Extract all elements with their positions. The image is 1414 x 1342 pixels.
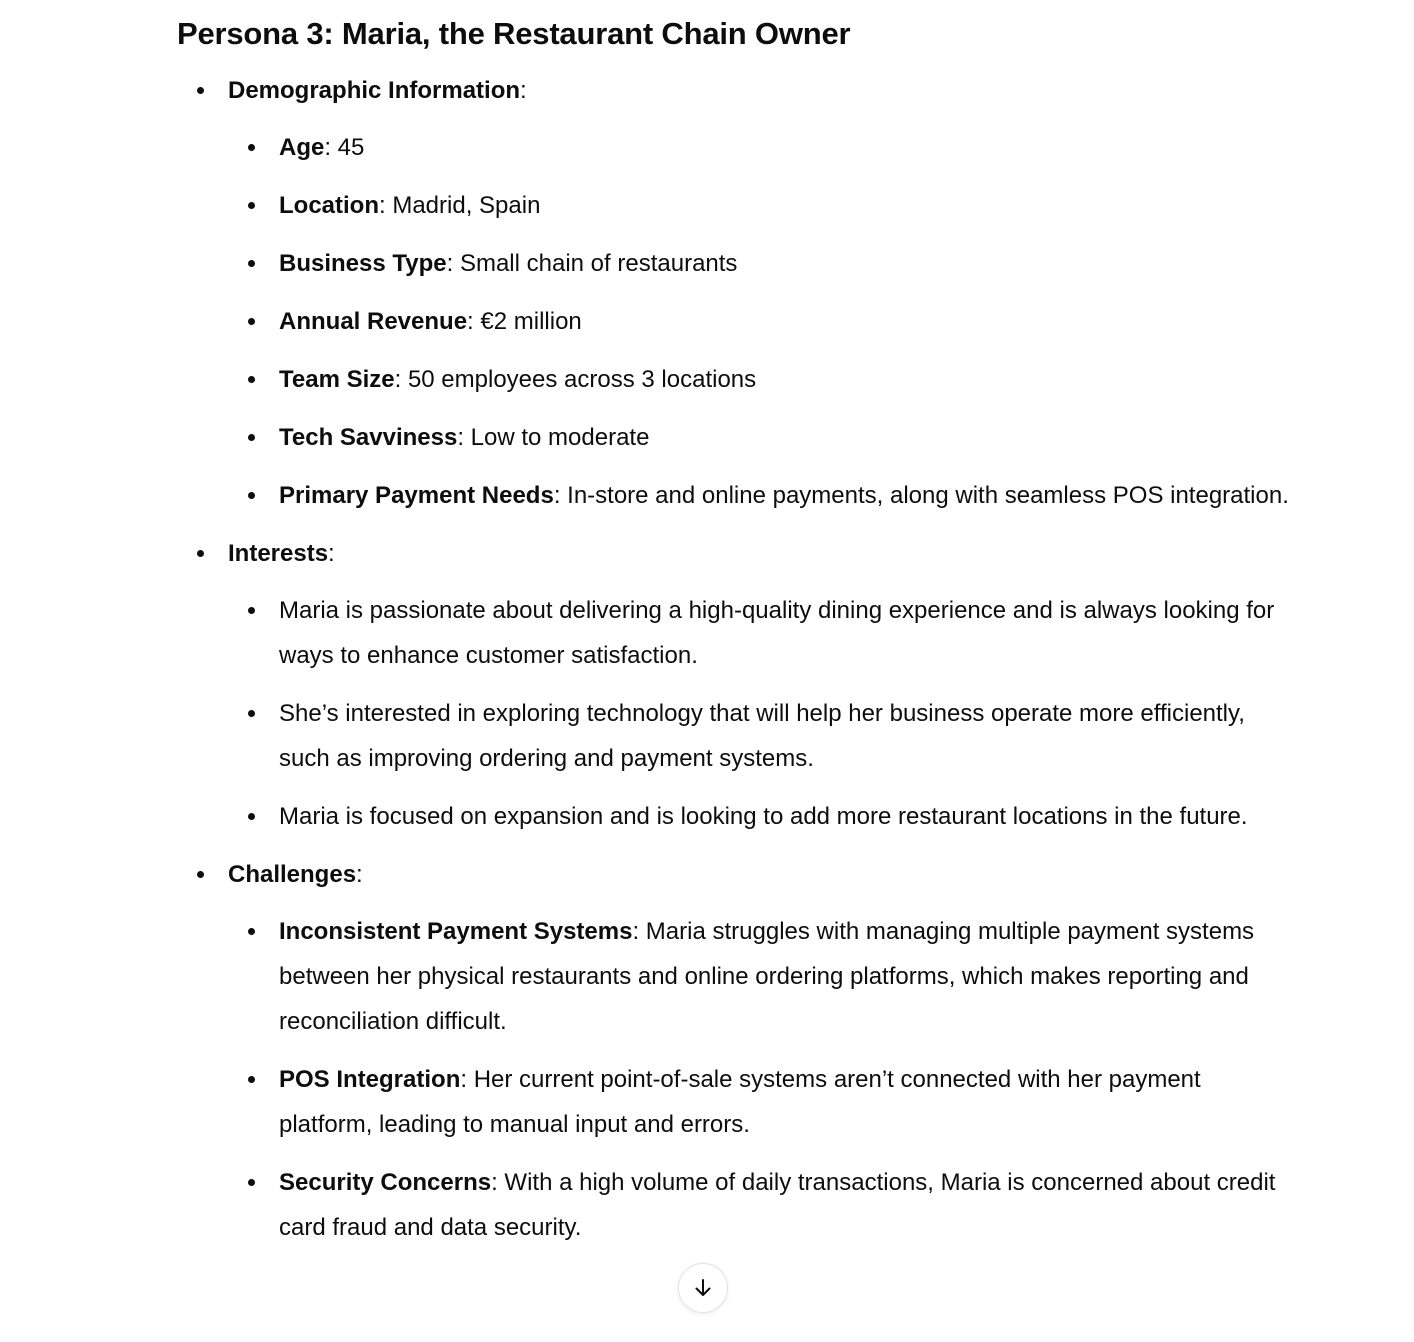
bullet-dot	[197, 550, 204, 557]
item-text: : Small chain of restaurants	[446, 250, 738, 277]
item-label: Primary Payment Needs	[279, 482, 554, 509]
bullet-dot	[248, 710, 255, 717]
item-text: : Low to moderate	[457, 424, 650, 451]
scroll-to-bottom-button[interactable]	[678, 1263, 728, 1313]
list-item	[228, 1160, 1297, 1250]
challenges-list	[228, 909, 1297, 1250]
bullet-dot	[248, 202, 255, 209]
arrow-down-icon	[691, 1276, 715, 1300]
bullet-dot	[248, 492, 255, 499]
list-item	[228, 588, 1297, 678]
section-suffix: :	[520, 77, 527, 104]
bullet-dot	[248, 434, 255, 441]
item-label: POS Integration	[279, 1066, 461, 1093]
bullet-dot	[197, 87, 204, 94]
section-suffix: :	[356, 861, 363, 888]
section-demographic	[177, 68, 1297, 518]
item-text: : 50 employees across 3 locations	[394, 366, 757, 393]
item-text: : 45	[324, 134, 365, 161]
item-label: Tech Savviness	[279, 424, 458, 451]
section-suffix: :	[328, 540, 335, 567]
item-label: Security Concerns	[279, 1169, 492, 1196]
bullet-dot	[248, 318, 255, 325]
list-item	[228, 909, 1297, 1044]
section-label: Demographic Information	[228, 77, 521, 104]
list-item	[228, 357, 1297, 402]
bullet-dot	[248, 1076, 255, 1083]
item-text: : Madrid, Spain	[379, 192, 541, 219]
item-text: Maria is passionate about delivering a high-quality dining experience and is always looking for ways to enhance customer satisfaction.	[279, 597, 1275, 669]
persona-sections	[177, 68, 1297, 1250]
bullet-dot	[248, 1179, 255, 1186]
bullet-dot	[248, 376, 255, 383]
list-item	[228, 794, 1297, 839]
item-text: : In-store and online payments, along with seamless POS integration.	[553, 482, 1289, 509]
section-label: Interests	[228, 540, 329, 567]
item-text: : Maria struggles with managing multiple payment systems between her physical restaurants and online ordering platforms, which makes reporting and reconciliation difficult.	[279, 918, 1255, 1035]
persona-title: Persona 3: Maria, the Restaurant Chain Owner	[177, 16, 851, 51]
message-content	[177, 10, 1297, 1263]
list-item	[228, 1057, 1297, 1147]
item-label: Team Size	[279, 366, 395, 393]
section-interests	[177, 531, 1297, 839]
item-text: : Her current point-of-sale systems aren’t connected with her payment platform, leading to manual input and errors.	[279, 1066, 1201, 1138]
bullet-dot	[197, 871, 204, 878]
list-item	[228, 241, 1297, 286]
list-item	[228, 473, 1297, 518]
demographic-list	[228, 125, 1297, 518]
list-item	[228, 691, 1297, 781]
item-label: Annual Revenue	[279, 308, 468, 335]
item-label: Inconsistent Payment Systems	[279, 918, 633, 945]
bullet-dot	[248, 607, 255, 614]
item-text: : €2 million	[467, 308, 582, 335]
item-text: : With a high volume of daily transactions, Maria is concerned about credit card fraud and data security.	[279, 1169, 1276, 1241]
bullet-dot	[248, 813, 255, 820]
item-text: Maria is focused on expansion and is looking to add more restaurant locations in the future.	[279, 803, 1248, 830]
item-label: Age	[279, 134, 325, 161]
section-challenges	[177, 852, 1297, 1250]
list-item	[228, 183, 1297, 228]
list-item	[228, 125, 1297, 170]
section-label: Challenges	[228, 861, 357, 888]
item-text: She’s interested in exploring technology that will help her business operate more efficiently, such as improving ordering and payment systems.	[279, 700, 1245, 772]
item-label: Location	[279, 192, 379, 219]
item-label: Business Type	[279, 250, 447, 277]
bullet-dot	[248, 928, 255, 935]
list-item	[228, 299, 1297, 344]
bullet-dot	[248, 144, 255, 151]
interests-list	[228, 588, 1297, 839]
bullet-dot	[248, 260, 255, 267]
list-item	[228, 415, 1297, 460]
